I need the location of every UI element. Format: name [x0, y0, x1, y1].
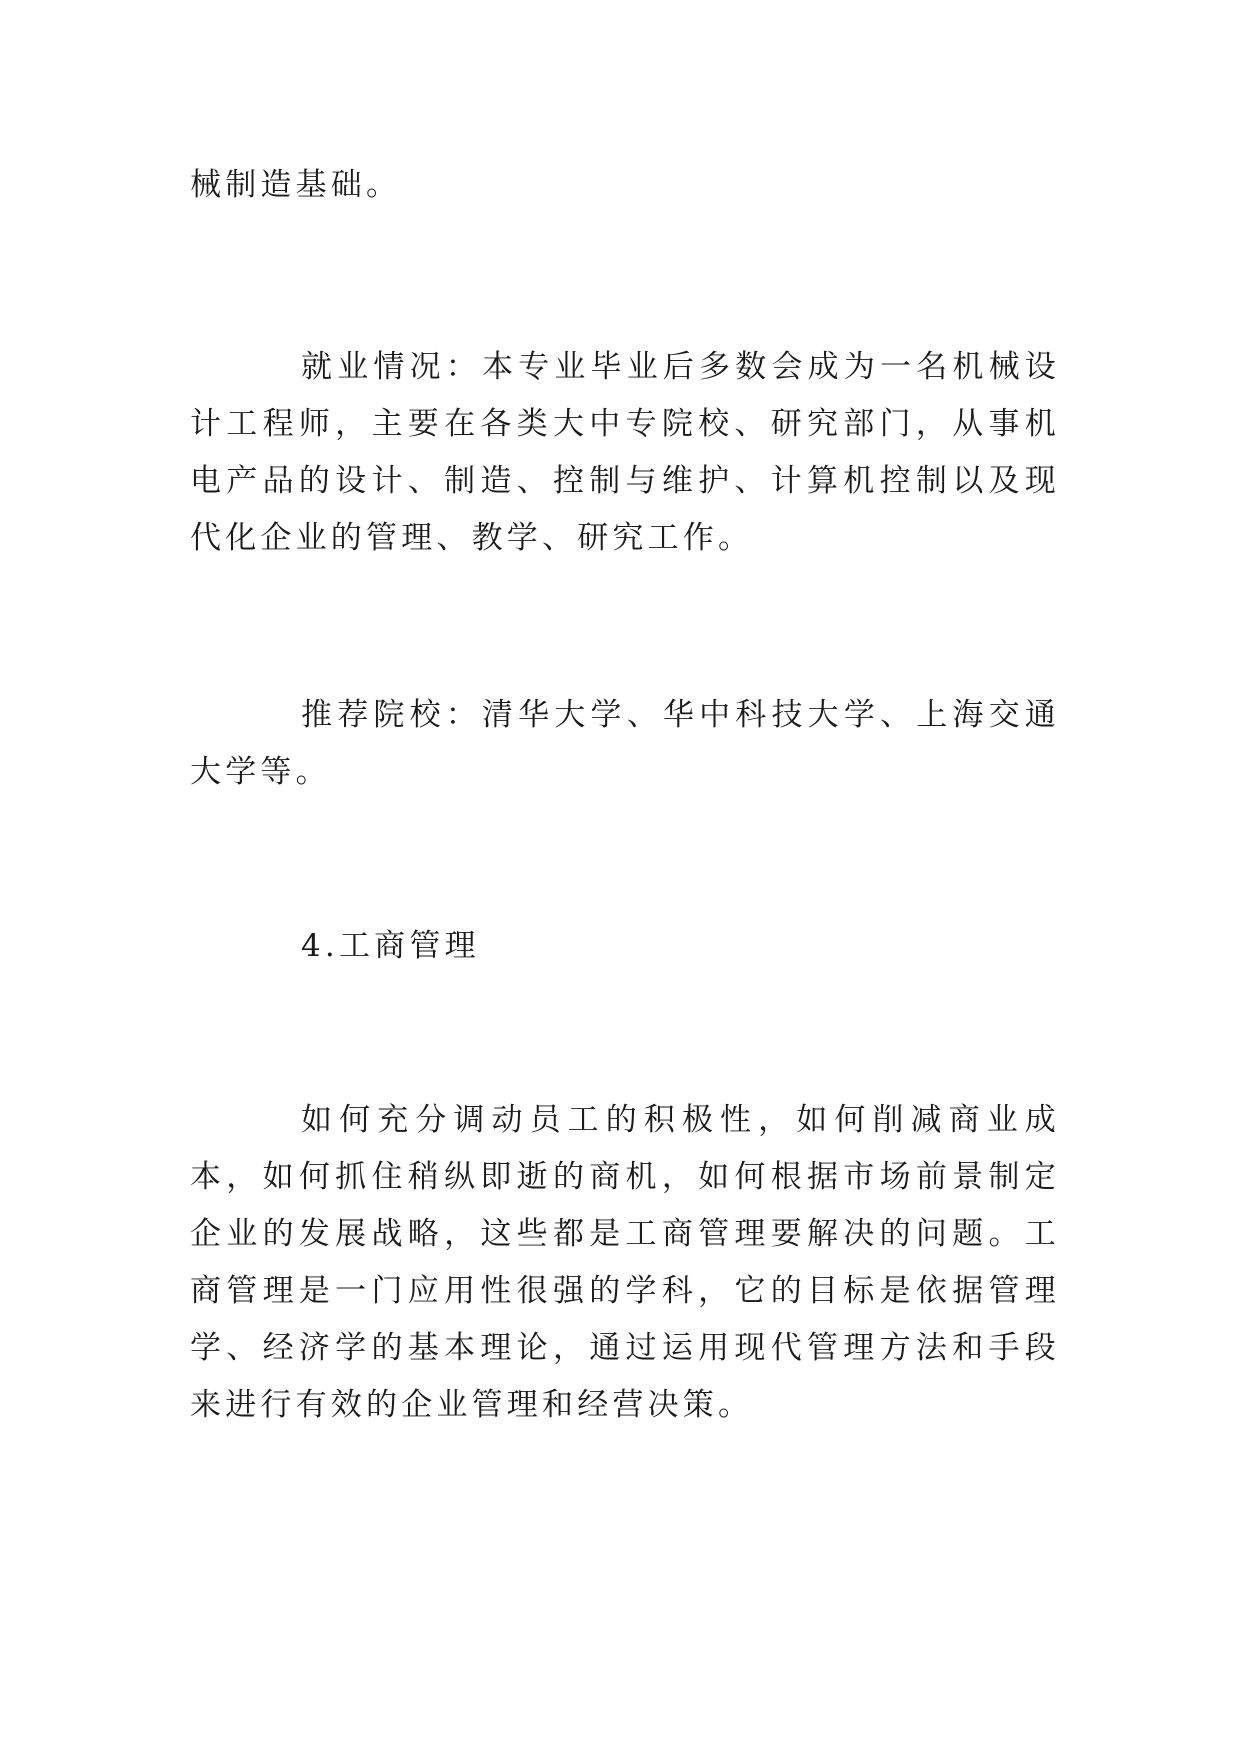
paragraph-business-management: 如何充分调动员工的积极性，如何削减商业成本，如何抓住稍纵即逝的商机，如何根据市场前景制定企业的发展战略，这些都是工商管理要解决的问题。工商管理是一门应用性很强的学科，它的目标是依据管理学、经济学的基本理论，通过运用现代管理方法和手段来进行有效的企业管理和经营决策。 — [190, 1102, 1060, 1423]
section-heading: 4.工商管理 — [301, 928, 480, 964]
paragraph-continuation: 械制造基础。 — [190, 167, 402, 203]
paragraph-employment: 就业情况：本专业毕业后多数会成为一名机械设计工程师，主要在各类大中专院校、研究部门，从事机电产品的设计、制造、控制与维护、计算机控制以及现代化企业的管理、教学、研究工作。 — [190, 349, 1060, 556]
paragraph-recommended-schools: 推荐院校：清华大学、华中科技大学、上海交通大学等。 — [190, 697, 1060, 790]
